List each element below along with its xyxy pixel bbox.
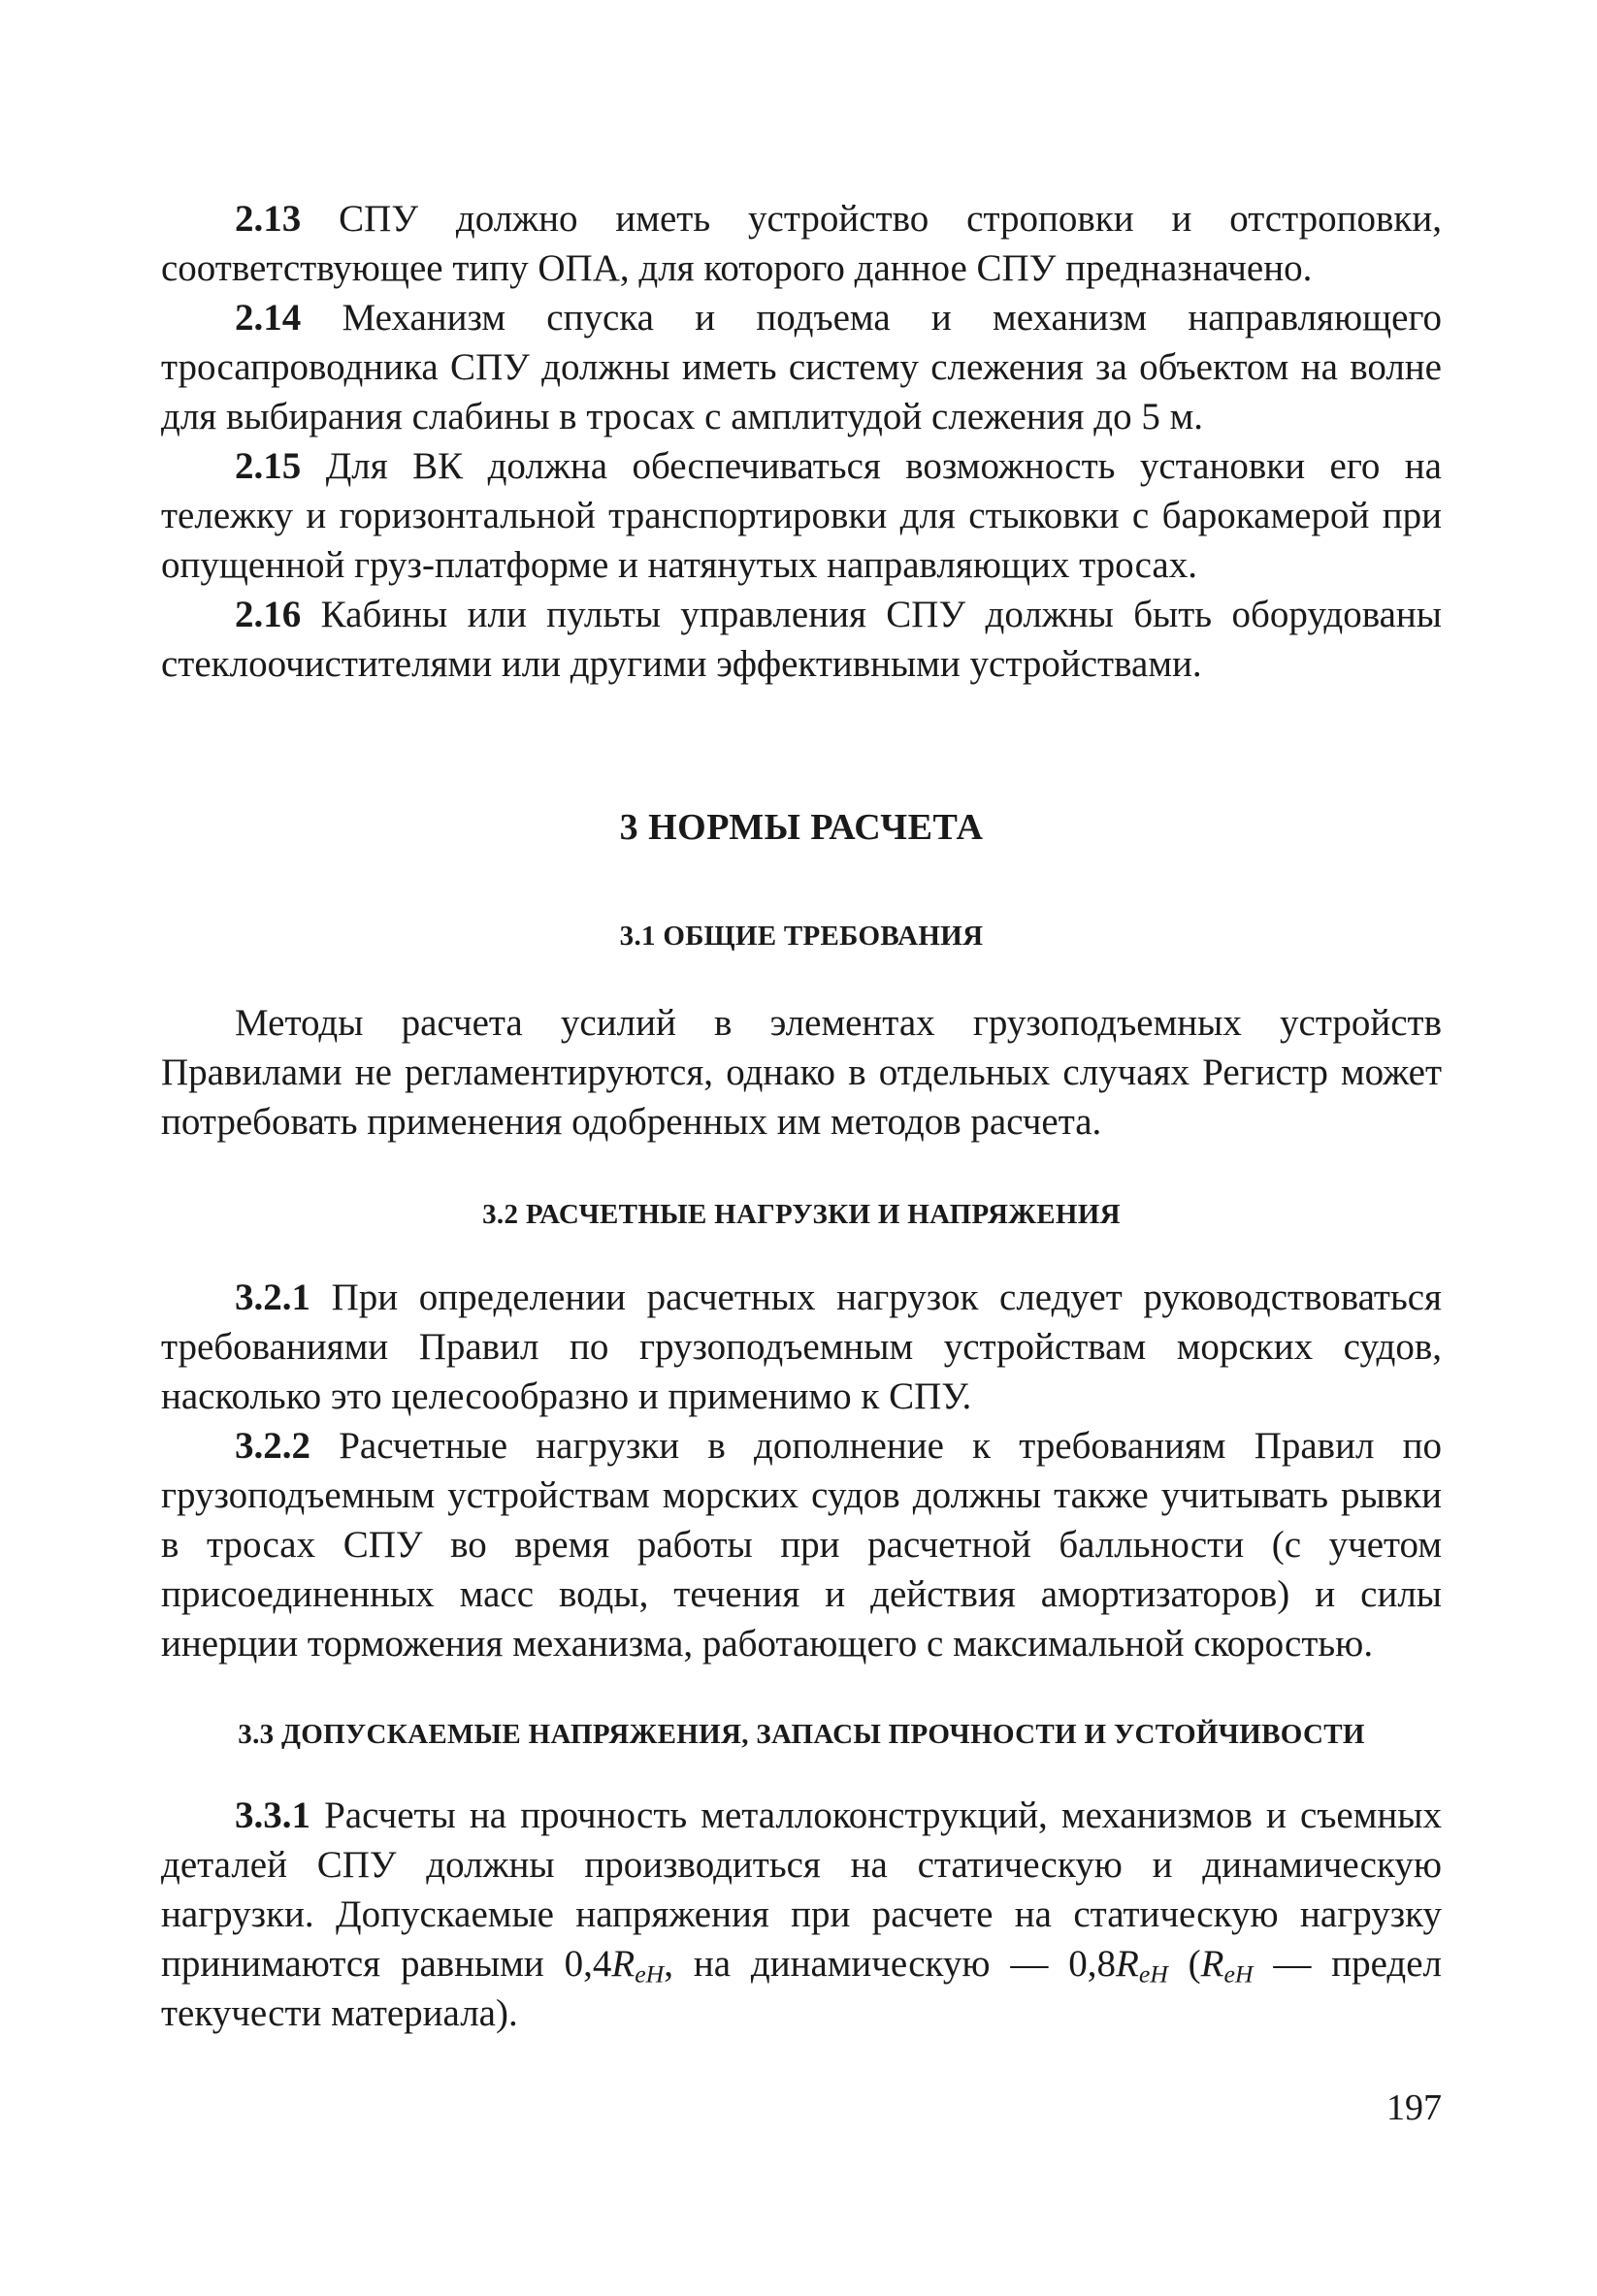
clause-text: Кабины или пульты управления СПУ должны быть оборудованы стеклоочистителями или другими эффективными устройствами. [161,594,1442,685]
yield-symbol: R [611,1943,636,1985]
yield-subscript: eH [635,1959,665,1989]
clause-text: СПУ должно иметь устройство строповки и отстроповки, соответствующее типу ОПА, для которого данное СПУ предназначено. [161,198,1442,289]
clause-text: Расчеты на прочность металлоконструкций, механизмов и съемных деталей СПУ должны производиться на статическую и динамическую нагрузки. Допускаемые напряжения при расчете на статическую нагрузку принимаются равными [161,1795,1442,1985]
clause-text: Расчетные нагрузки в дополнение к требованиям Правил по грузоподъемным устройствам морских судов должны также учитывать рывки в тросах СПУ во время работы при расчетной балльности (с учетом присоединенных масс воды, течения и действия амортизаторов) и силы инерции торможения механизма, работающего с максимальной скоростью. [161,1425,1442,1665]
chapter-3-title: 3 НОРМЫ РАСЧЕТА [619,807,984,848]
page-content [161,194,1442,2038]
clause-text: ( [1167,1943,1201,1985]
section-3-3-title: 3.3 ДОПУСКАЕМЫЕ НАПРЯЖЕНИЯ, ЗАПАСЫ ПРОЧНОСТИ И УСТОЙЧИВОСТИ [238,1719,1365,1750]
clause-number: 3.2.2 [235,1425,310,1467]
paragraph-3-2-1 [161,1273,1442,1421]
paragraph-2-13 [161,194,1442,293]
clause-text: Механизм спуска и подъема и механизм направляющего тросапроводника СПУ должны иметь систему слежения за объектом на волне для выбирания слабины в тросах с амплитудой слежения до 5 м. [161,297,1442,437]
coefficient: 0,8 [1068,1943,1116,1985]
section-3-1-title: 3.1 ОБЩИЕ ТРЕБОВАНИЯ [619,921,984,952]
paragraph-3-3-1 [161,1791,1442,2038]
paragraph-3-2-2 [161,1421,1442,1668]
paragraph-2-16 [161,590,1442,689]
paragraph-2-14 [161,293,1442,441]
yield-subscript: eH [1138,1959,1168,1989]
clause-number: 2.16 [235,594,302,635]
clause-number: 3.3.1 [235,1795,310,1836]
clause-number: 3.2.1 [235,1277,310,1318]
yield-symbol: R [1200,1943,1224,1985]
paragraph-3-1: Методы расчета усилий в элементах грузоподъемных устройств Правилами не регламентируются, однако в отдельных случаях Регистр может потребовать применения одобренных им методов расчета. [161,1002,1442,1143]
clause-number: 2.13 [235,198,302,240]
clause-text: — предел текучести материала). [161,1943,1442,2034]
clause-number: 2.15 [235,445,302,487]
yield-symbol: R [1115,1943,1139,1985]
section-3-2-title: 3.2 РАСЧЕТНЫЕ НАГРУЗКИ И НАПРЯЖЕНИЯ [482,1199,1121,1230]
clause-text: При определении расчетных нагрузок следует руководствоваться требованиями Правил по грузоподъемным устройствам морских судов, насколько это целесообразно и применимо к СПУ. [161,1277,1442,1417]
clause-text: , на динамическую — [664,1943,1069,1985]
clause-text: Для ВК должна обеспечиваться возможность установки его на тележку и горизонтальной транспортировки для стыковки с барокамерой при опущенной груз-платформе и натянутых направляющих тросах. [161,445,1442,586]
clause-number: 2.14 [235,297,302,339]
coefficient: 0,4 [564,1943,612,1985]
page-number: 197 [1386,2087,1442,2128]
paragraph-2-15 [161,441,1442,590]
yield-subscript: eH [1223,1959,1254,1989]
